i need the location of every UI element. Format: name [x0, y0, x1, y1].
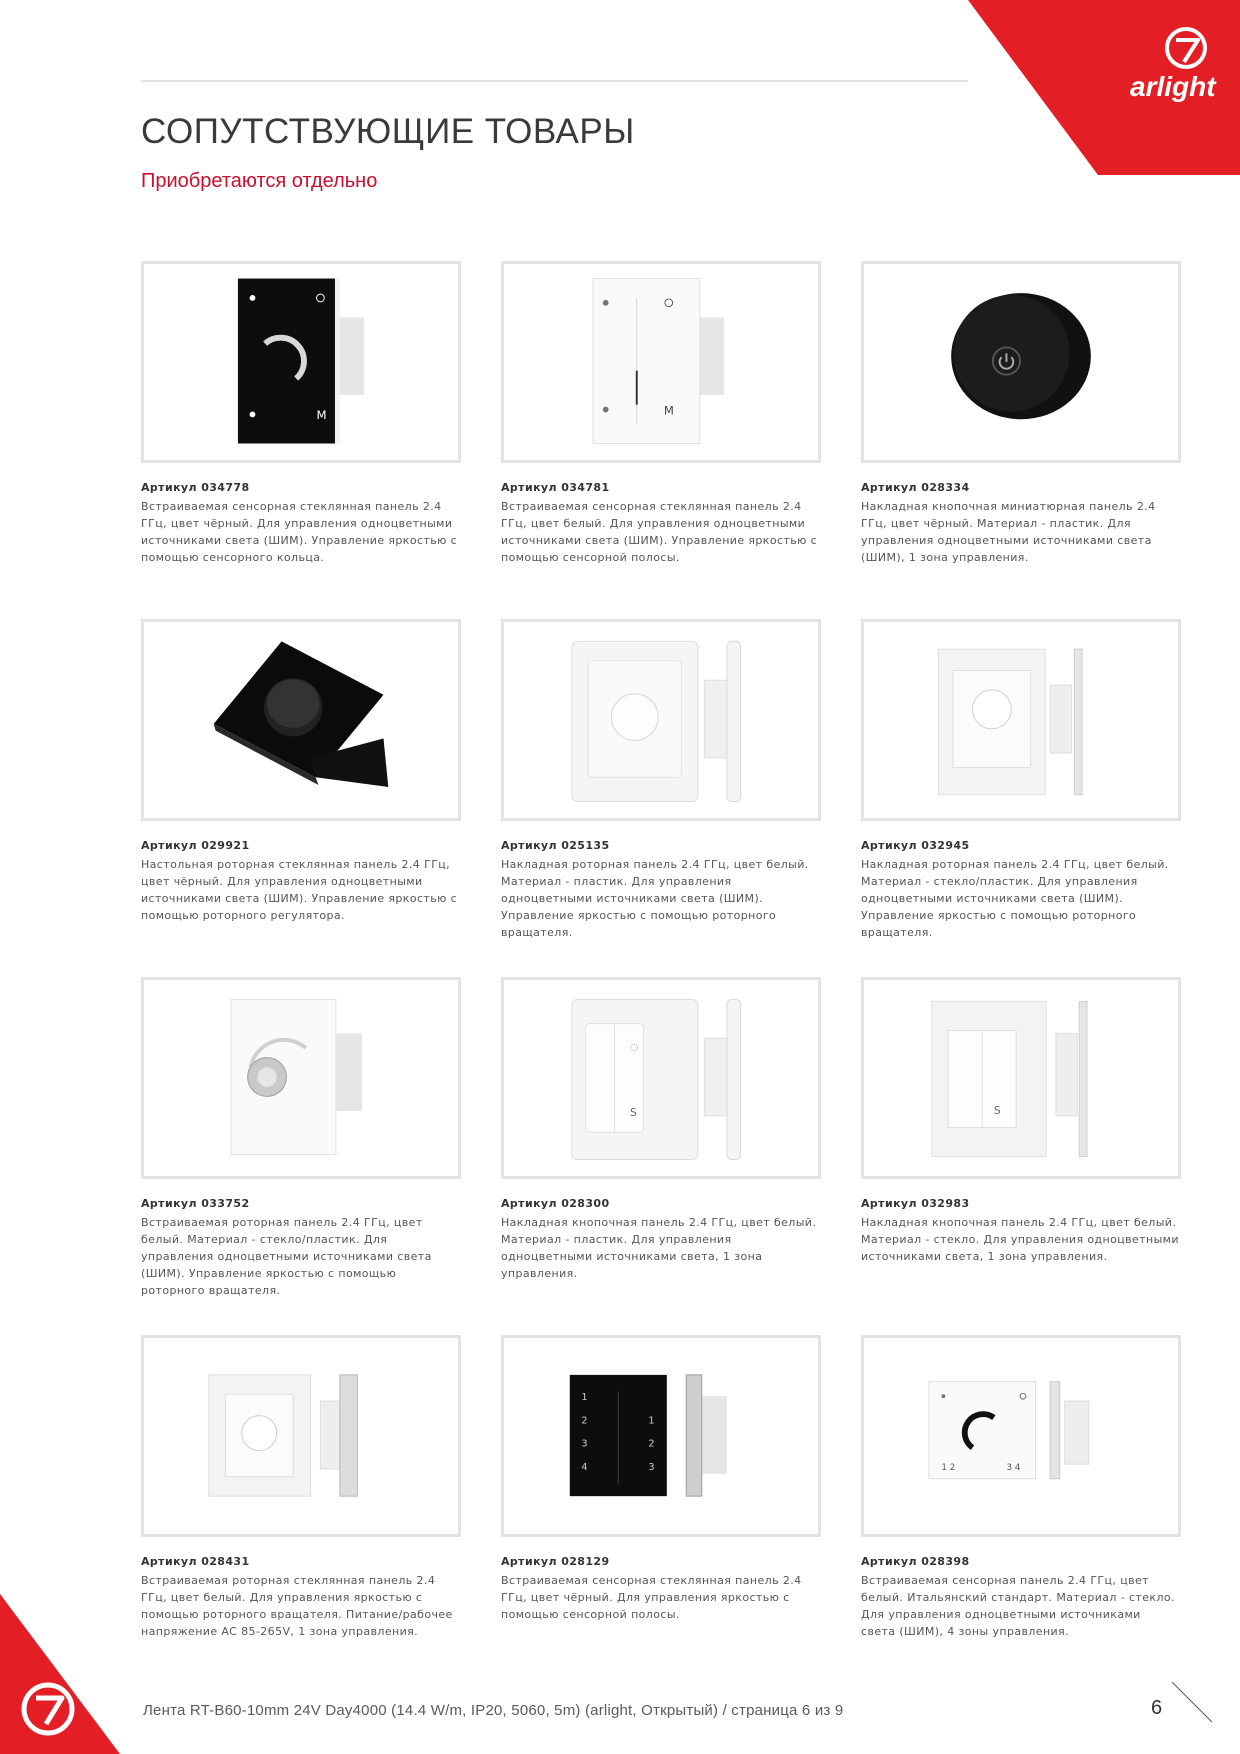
product-card[interactable] [141, 1335, 461, 1693]
product-description: Встраиваемая сенсорная стеклянная панель 2.4 ГГц, цвет чёрный. Для управления яркостью с помощью сенсорной полосы. [501, 1574, 802, 1621]
product-card[interactable] [861, 1335, 1181, 1693]
product-image [861, 619, 1181, 821]
svg-text:2: 2 [648, 1438, 655, 1450]
product-sku: Артикул 028398 [861, 1555, 970, 1568]
footer-document-title: Лента RT-B60-10mm 24V Day4000 (14.4 W/m, IP20, 5060, 5m) (arlight, Открытый) / страница 6 из 9 [143, 1702, 844, 1719]
svg-text:1: 1 [648, 1415, 655, 1427]
product-image [141, 977, 461, 1179]
svg-text:2: 2 [581, 1415, 588, 1427]
svg-text:1: 1 [581, 1392, 588, 1404]
product-grid [141, 261, 1182, 1693]
product-description: Накладная кнопочная панель 2.4 ГГц, цвет белый. Материал - стекло. Для управления одноцветными источниками света, 1 зона управления. [861, 1216, 1179, 1263]
svg-text:S: S [629, 1105, 637, 1119]
product-image [501, 619, 821, 821]
svg-text:3: 3 [581, 1438, 588, 1450]
product-description: Накладная роторная панель 2.4 ГГц, цвет белый. Материал - стекло/пластик. Для управления одноцветными источниками света (ШИМ). Управление яркостью с помощью роторного вращателя. [861, 858, 1169, 939]
svg-text:3 4: 3 4 [1006, 1462, 1021, 1473]
product-sku: Артикул 032945 [861, 839, 970, 852]
svg-text:S: S [993, 1103, 1001, 1117]
page-subtitle: Приобретаются отдельно [141, 170, 378, 192]
svg-text:M: M [316, 408, 327, 423]
product-card[interactable] [501, 261, 821, 619]
product-description: Накладная кнопочная панель 2.4 ГГц, цвет белый. Материал - пластик. Для управления одноцветными источниками света, 1 зона управления. [501, 1216, 817, 1280]
product-description: Встраиваемая роторная стеклянная панель 2.4 ГГц, цвет белый. Для управления яркостью с помощью роторного вращателя. Питание/рабочее напряжение AC 85-265V, 1 зона управления. [141, 1574, 453, 1638]
product-sku: Артикул 029921 [141, 839, 250, 852]
product-card[interactable] [141, 261, 461, 619]
page-number: 6 [1151, 1697, 1163, 1719]
product-image [501, 1335, 821, 1537]
product-sku: Артикул 034778 [141, 481, 250, 494]
product-card[interactable] [141, 619, 461, 977]
svg-text:1 2: 1 2 [941, 1462, 956, 1473]
product-sku: Артикул 025135 [501, 839, 610, 852]
svg-text:4: 4 [581, 1461, 588, 1473]
product-image [861, 977, 1181, 1179]
product-sku: Артикул 028431 [141, 1555, 250, 1568]
product-description: Настольная роторная стеклянная панель 2.4 ГГц, цвет чёрный. Для управления одноцветными источниками света (ШИМ). Управление яркостью с помощью роторного регулятора. [141, 858, 458, 922]
product-card[interactable] [861, 261, 1181, 619]
product-image [861, 261, 1181, 463]
footer-slash-decoration [1170, 1680, 1214, 1724]
product-description: Встраиваемая сенсорная стеклянная панель 2.4 ГГц, цвет белый. Для управления одноцветными источниками света (ШИМ). Управление яркостью с помощью сенсорной полосы. [501, 500, 818, 564]
product-card[interactable] [501, 619, 821, 977]
brand-corner-bottom-icon [0, 1594, 120, 1754]
product-image [141, 1335, 461, 1537]
product-sku: Артикул 032983 [861, 1197, 970, 1210]
svg-text:◌: ◌ [629, 1041, 639, 1053]
header-divider [141, 80, 968, 82]
product-image [141, 619, 461, 821]
page-title: СОПУТСТВУЮЩИЕ ТОВАРЫ [141, 112, 635, 151]
product-description: Накладная роторная панель 2.4 ГГц, цвет белый. Материал - пластик. Для управления одноцветными источниками света (ШИМ). Управление яркостью с помощью роторного вращателя. [501, 858, 809, 939]
product-image [501, 977, 821, 1179]
product-sku: Артикул 028334 [861, 481, 970, 494]
product-sku: Артикул 028300 [501, 1197, 610, 1210]
product-card[interactable] [861, 619, 1181, 977]
product-description: Накладная кнопочная миниатюрная панель 2.4 ГГц, цвет чёрный. Материал - пластик. Для управления одноцветными источниками света (ШИМ), 1 зона управления. [861, 500, 1156, 564]
product-card[interactable] [501, 977, 821, 1335]
product-card[interactable] [861, 977, 1181, 1335]
product-image [141, 261, 461, 463]
product-description: Встраиваемая роторная панель 2.4 ГГц, цвет белый. Материал - стекло/пластик. Для управления одноцветными источниками света (ШИМ). Управление яркостью с помощью роторного вращателя. [141, 1216, 432, 1297]
product-sku: Артикул 034781 [501, 481, 610, 494]
svg-text:M: M [663, 403, 674, 418]
brand-corner-logo [910, 0, 1240, 175]
product-sku: Артикул 028129 [501, 1555, 610, 1568]
product-image [501, 261, 821, 463]
product-description: Встраиваемая сенсорная панель 2.4 ГГц, цвет белый. Итальянский стандарт. Материал - стекло. Для управления одноцветными источниками света (ШИМ), 4 зоны управления. [861, 1574, 1175, 1638]
product-sku: Артикул 033752 [141, 1197, 250, 1210]
product-description: Встраиваемая сенсорная стеклянная панель 2.4 ГГц, цвет чёрный. Для управления одноцветными источниками света (ШИМ). Управление яркостью с помощью сенсорного кольца. [141, 500, 458, 564]
svg-text:3: 3 [648, 1461, 655, 1473]
product-card[interactable] [501, 1335, 821, 1693]
product-card[interactable] [141, 977, 461, 1335]
product-image [861, 1335, 1181, 1537]
brand-logo-text: arlight [1130, 71, 1216, 102]
